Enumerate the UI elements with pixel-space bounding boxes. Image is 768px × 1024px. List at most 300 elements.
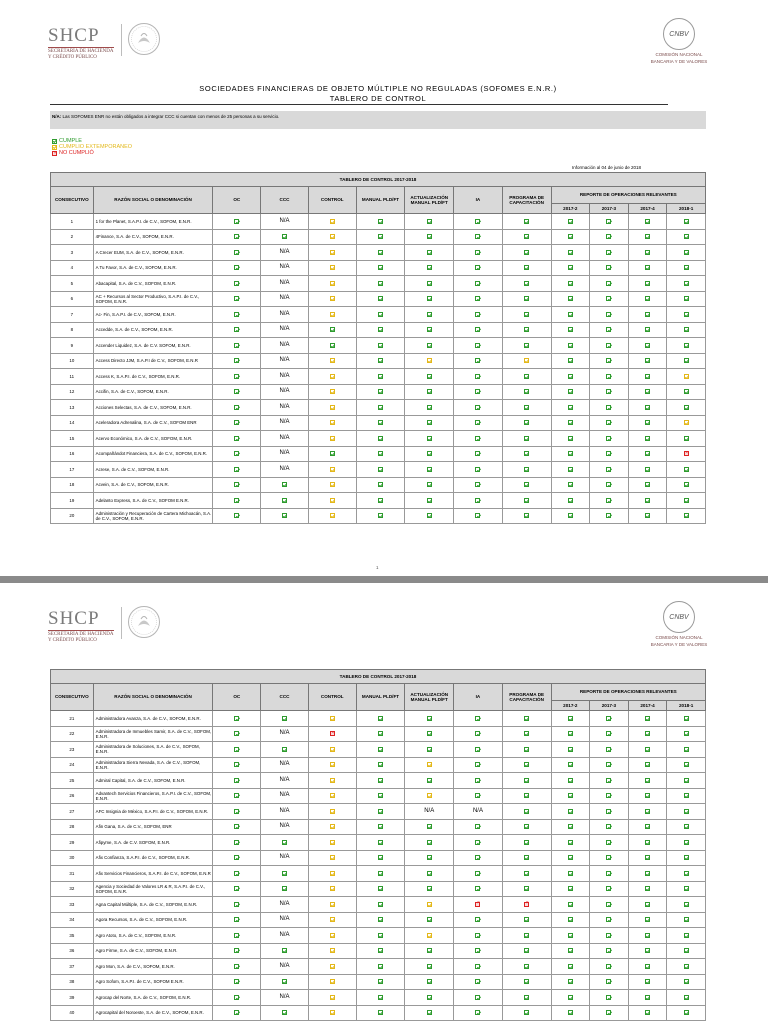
check-icon [234,234,239,239]
check-icon [524,234,529,239]
status-cell [356,742,405,758]
status-cell [213,943,261,959]
status-cell [356,928,405,944]
status-cell [667,338,706,354]
row-consecutivo: 29 [51,835,94,851]
status-cell [308,912,356,928]
check-icon [234,498,239,503]
status-cell [502,276,551,292]
check-icon [684,327,689,332]
table-row [51,881,706,897]
check-icon [475,979,480,984]
row-consecutivo: 16 [51,446,94,462]
status-cell [213,214,261,230]
status-na: N/A [261,338,309,354]
check-icon [568,809,573,814]
status-cell [551,742,590,758]
check-icon [606,855,611,860]
check-icon [524,436,529,441]
status-cell [667,276,706,292]
status-cell [502,291,551,307]
check-icon [378,731,383,736]
col-consecutivo: CONSECUTIVO [51,684,94,711]
status-cell [356,726,405,742]
check-icon [524,917,529,922]
check-icon [234,389,239,394]
status-cell [356,711,405,727]
shcp-logo [48,609,118,644]
row-razon-social: Agrocapital del Noroeste, S.A. de C.V., SOFOM, E.N.R. [93,1005,213,1021]
check-icon [378,747,383,752]
check-icon [378,995,383,1000]
status-cell [213,757,261,773]
row-razon-social: Agro Atoto, S.A. de C.V., SOFOM, E.N.R. [93,928,213,944]
check-icon [645,513,650,518]
status-cell [628,850,667,866]
check-icon [524,281,529,286]
status-cell [213,353,261,369]
check-icon [684,312,689,317]
status-cell [502,881,551,897]
status-cell [356,322,405,338]
table-row [51,446,706,462]
status-cell [405,431,454,447]
check-icon [568,467,573,472]
status-cell [213,384,261,400]
check-icon [568,498,573,503]
status-cell [667,897,706,913]
col-reporte: REPORTE DE OPERACIONES RELEVANTES [551,187,705,204]
row-razon-social: Access Directo JJM, S.A.P.I de C.V., SOFOM, E.N.R [93,353,213,369]
status-cell [667,446,706,462]
col-razon-social: RAZÓN SOCIAL O DENOMINACIÓN [93,684,213,711]
check-icon [475,265,480,270]
row-consecutivo: 19 [51,493,94,509]
status-cell [590,369,629,385]
check-icon [606,343,611,348]
col-period: 2017-3 [590,204,629,214]
status-cell [502,369,551,385]
status-cell [454,943,503,959]
status-cell [502,819,551,835]
check-icon [645,778,650,783]
check-icon [475,948,480,953]
check-icon [568,716,573,721]
check-icon [684,778,689,783]
table-row [51,959,706,975]
status-cell [405,881,454,897]
status-cell [502,928,551,944]
status-cell [590,742,629,758]
status-cell [628,214,667,230]
check-icon [568,420,573,425]
status-cell [213,881,261,897]
check-icon [645,747,650,752]
check-icon [475,312,480,317]
status-cell [213,742,261,758]
status-cell [590,788,629,804]
status-cell [502,307,551,323]
status-na: N/A [261,431,309,447]
status-cell [356,819,405,835]
check-icon [645,793,650,798]
col-actualizacion: ACTUALIZACIÓN MANUAL PLD/FT [405,684,454,711]
status-cell [405,508,454,524]
check-icon [645,979,650,984]
status-cell [261,943,309,959]
check-icon [427,778,432,783]
row-razon-social: Administradora Avanza, S.A. de C.V., SOFOM, E.N.R. [93,711,213,727]
status-cell [667,819,706,835]
check-icon [524,296,529,301]
status-cell [502,446,551,462]
status-cell [590,912,629,928]
status-cell [502,384,551,400]
status-cell [502,353,551,369]
check-icon [330,778,335,783]
check-icon [378,374,383,379]
status-cell [308,508,356,524]
status-cell [213,928,261,944]
status-cell [502,912,551,928]
check-icon [606,265,611,270]
cross-icon [475,902,480,907]
status-cell [308,835,356,851]
check-icon [234,250,239,255]
check-icon [684,358,689,363]
status-cell [405,912,454,928]
check-icon [427,731,432,736]
status-cell [405,415,454,431]
row-razon-social: A Tu Favor, S.A. de C.V., SOFOM, E.N.R. [93,260,213,276]
row-razon-social: Aceleradora Adrenalina, S.A. de C.V., SOFOM ENR [93,415,213,431]
check-icon [684,824,689,829]
status-cell [213,773,261,789]
status-cell [405,229,454,245]
status-cell [213,415,261,431]
check-icon [378,716,383,721]
status-cell [628,773,667,789]
check-icon [606,219,611,224]
row-razon-social: Acompañándot Financiera, S.A. de C.V., SOFOM, E.N.R. [93,446,213,462]
check-icon [427,1010,432,1015]
status-cell [667,291,706,307]
status-cell [454,726,503,742]
status-cell [502,508,551,524]
status-cell [628,1005,667,1021]
status-cell [405,214,454,230]
status-cell [454,773,503,789]
col-period: 2018-1 [667,701,706,711]
status-cell [308,291,356,307]
check-icon [645,296,650,301]
check-icon [524,731,529,736]
status-cell [308,1005,356,1021]
check-icon [475,513,480,518]
status-cell [261,477,309,493]
status-cell [628,322,667,338]
check-icon [524,933,529,938]
status-na: N/A [261,462,309,478]
table-row [51,757,706,773]
check-icon [684,933,689,938]
status-cell [667,400,706,416]
status-na: N/A [261,214,309,230]
status-cell [213,990,261,1006]
check-icon [427,405,432,410]
status-cell [590,260,629,276]
check-icon [645,902,650,907]
row-consecutivo: 21 [51,711,94,727]
col-period: 2017-2 [551,701,590,711]
row-consecutivo: 33 [51,897,94,913]
status-cell [308,881,356,897]
check-icon [427,498,432,503]
status-cell [551,353,590,369]
status-cell [454,353,503,369]
check-icon [475,731,480,736]
row-consecutivo: 10 [51,353,94,369]
check-icon [378,420,383,425]
row-razon-social: Agencia y Sociedad de Valores LR & R, S.A.P.I. de C.V., SOFOM, E.N.R. [93,881,213,897]
status-cell [502,462,551,478]
check-icon [568,234,573,239]
status-cell [356,400,405,416]
status-cell [454,990,503,1006]
check-icon [378,902,383,907]
check-icon [282,482,287,487]
status-cell [628,943,667,959]
check-icon [234,917,239,922]
status-cell [502,431,551,447]
status-cell [628,959,667,975]
status-cell [590,508,629,524]
status-cell [628,276,667,292]
status-cell [261,866,309,882]
col-manual: MANUAL PLD/FT [356,684,405,711]
row-consecutivo: 4 [51,260,94,276]
row-consecutivo: 22 [51,726,94,742]
row-razon-social: Administradora de Soluciones, S.A. de C.V., SOFOM, E.N.R. [93,742,213,758]
check-icon [524,498,529,503]
row-consecutivo: 25 [51,773,94,789]
status-cell [667,369,706,385]
status-cell [308,353,356,369]
check-icon [645,436,650,441]
status-cell [667,943,706,959]
check-icon [52,145,57,150]
status-cell [502,245,551,261]
table-row [51,974,706,990]
check-icon [645,1010,650,1015]
row-consecutivo: 20 [51,508,94,524]
status-cell [502,415,551,431]
status-cell [356,260,405,276]
check-icon [568,482,573,487]
status-cell [502,322,551,338]
status-cell [667,245,706,261]
status-cell [454,881,503,897]
check-icon [606,513,611,518]
status-na: N/A [261,850,309,866]
status-cell [261,508,309,524]
status-cell [356,477,405,493]
status-cell [213,835,261,851]
status-cell [628,757,667,773]
status-cell [454,508,503,524]
check-icon [568,824,573,829]
check-icon [645,886,650,891]
status-cell [667,1005,706,1021]
status-cell [356,245,405,261]
status-cell [667,322,706,338]
check-icon [645,374,650,379]
status-cell [454,307,503,323]
row-razon-social: Afipyme, S.A. de C.V. SOFOM, E.N.R. [93,835,213,851]
status-cell [628,477,667,493]
check-icon [645,358,650,363]
status-cell [551,276,590,292]
shcp-logo-text: SHCP [48,25,100,46]
status-cell [551,974,590,990]
check-icon [330,436,335,441]
status-cell [551,369,590,385]
status-cell [308,773,356,789]
table-row [51,726,706,742]
check-icon [427,265,432,270]
status-cell [454,415,503,431]
status-cell [308,338,356,354]
check-icon [475,498,480,503]
row-consecutivo: 13 [51,400,94,416]
table-row [51,322,706,338]
status-cell [454,477,503,493]
check-icon [330,964,335,969]
status-cell [667,757,706,773]
check-icon [606,451,611,456]
logo-separator [121,24,122,56]
status-cell [590,943,629,959]
check-icon [330,995,335,1000]
status-cell [308,477,356,493]
check-icon [568,327,573,332]
status-na: N/A [261,912,309,928]
status-cell [356,415,405,431]
status-na: N/A [261,260,309,276]
status-cell [356,446,405,462]
status-na: N/A [261,384,309,400]
status-na: N/A [261,819,309,835]
check-icon [427,979,432,984]
status-cell [356,943,405,959]
col-control: CONTROL [308,684,356,711]
status-na: N/A [261,307,309,323]
check-icon [234,979,239,984]
status-na: N/A [261,804,309,820]
status-cell [356,307,405,323]
check-icon [524,219,529,224]
check-icon [330,343,335,348]
status-cell [454,431,503,447]
check-icon [524,327,529,332]
status-cell [356,229,405,245]
status-cell [405,928,454,944]
row-razon-social: Afix Servicios Financieros, S.A.P.I. de C.V., SOFOM, E.N.R [93,866,213,882]
check-icon [568,389,573,394]
status-na: N/A [261,400,309,416]
check-icon [427,886,432,891]
col-period: 2017-4 [628,701,667,711]
status-cell [308,928,356,944]
check-icon [568,451,573,456]
check-icon [234,964,239,969]
check-icon [645,327,650,332]
row-consecutivo: 2 [51,229,94,245]
status-cell [551,928,590,944]
check-icon [568,840,573,845]
status-cell [551,508,590,524]
check-icon [645,762,650,767]
status-cell [667,788,706,804]
check-icon [524,265,529,270]
row-razon-social: Afix Confianza, S.A.P.I. de C.V., SOFOM, E.N.R. [93,850,213,866]
check-icon [684,482,689,487]
row-consecutivo: 8 [51,322,94,338]
status-cell [590,400,629,416]
check-icon [330,498,335,503]
table-row [51,229,706,245]
check-icon [234,513,239,518]
status-cell [454,928,503,944]
status-cell [667,866,706,882]
document-page-2 [0,583,768,1024]
status-cell [667,726,706,742]
check-icon [684,281,689,286]
row-razon-social: Accedde, S.A. de C.V., SOFOM, E.N.R. [93,322,213,338]
row-consecutivo: 31 [51,866,94,882]
status-cell [551,773,590,789]
status-cell [454,369,503,385]
check-icon [234,436,239,441]
table-row [51,742,706,758]
status-cell [308,214,356,230]
status-cell [551,897,590,913]
status-cell [551,477,590,493]
check-icon [568,855,573,860]
check-icon [330,747,335,752]
status-cell [667,477,706,493]
status-cell [502,493,551,509]
status-cell [628,742,667,758]
status-cell [308,711,356,727]
status-cell [356,912,405,928]
status-cell [405,974,454,990]
check-icon [475,389,480,394]
status-cell [667,928,706,944]
row-consecutivo: 35 [51,928,94,944]
check-icon [427,964,432,969]
status-cell [405,726,454,742]
check-icon [378,793,383,798]
check-icon [330,809,335,814]
check-icon [234,358,239,363]
col-programa: PROGRAMA DE CAPACITACIÓN [502,187,551,214]
check-icon [645,809,650,814]
legend-no-cumplio-label: NO CUMPLIÓ [59,150,94,156]
status-cell [551,493,590,509]
check-icon [427,358,432,363]
check-icon [524,840,529,845]
